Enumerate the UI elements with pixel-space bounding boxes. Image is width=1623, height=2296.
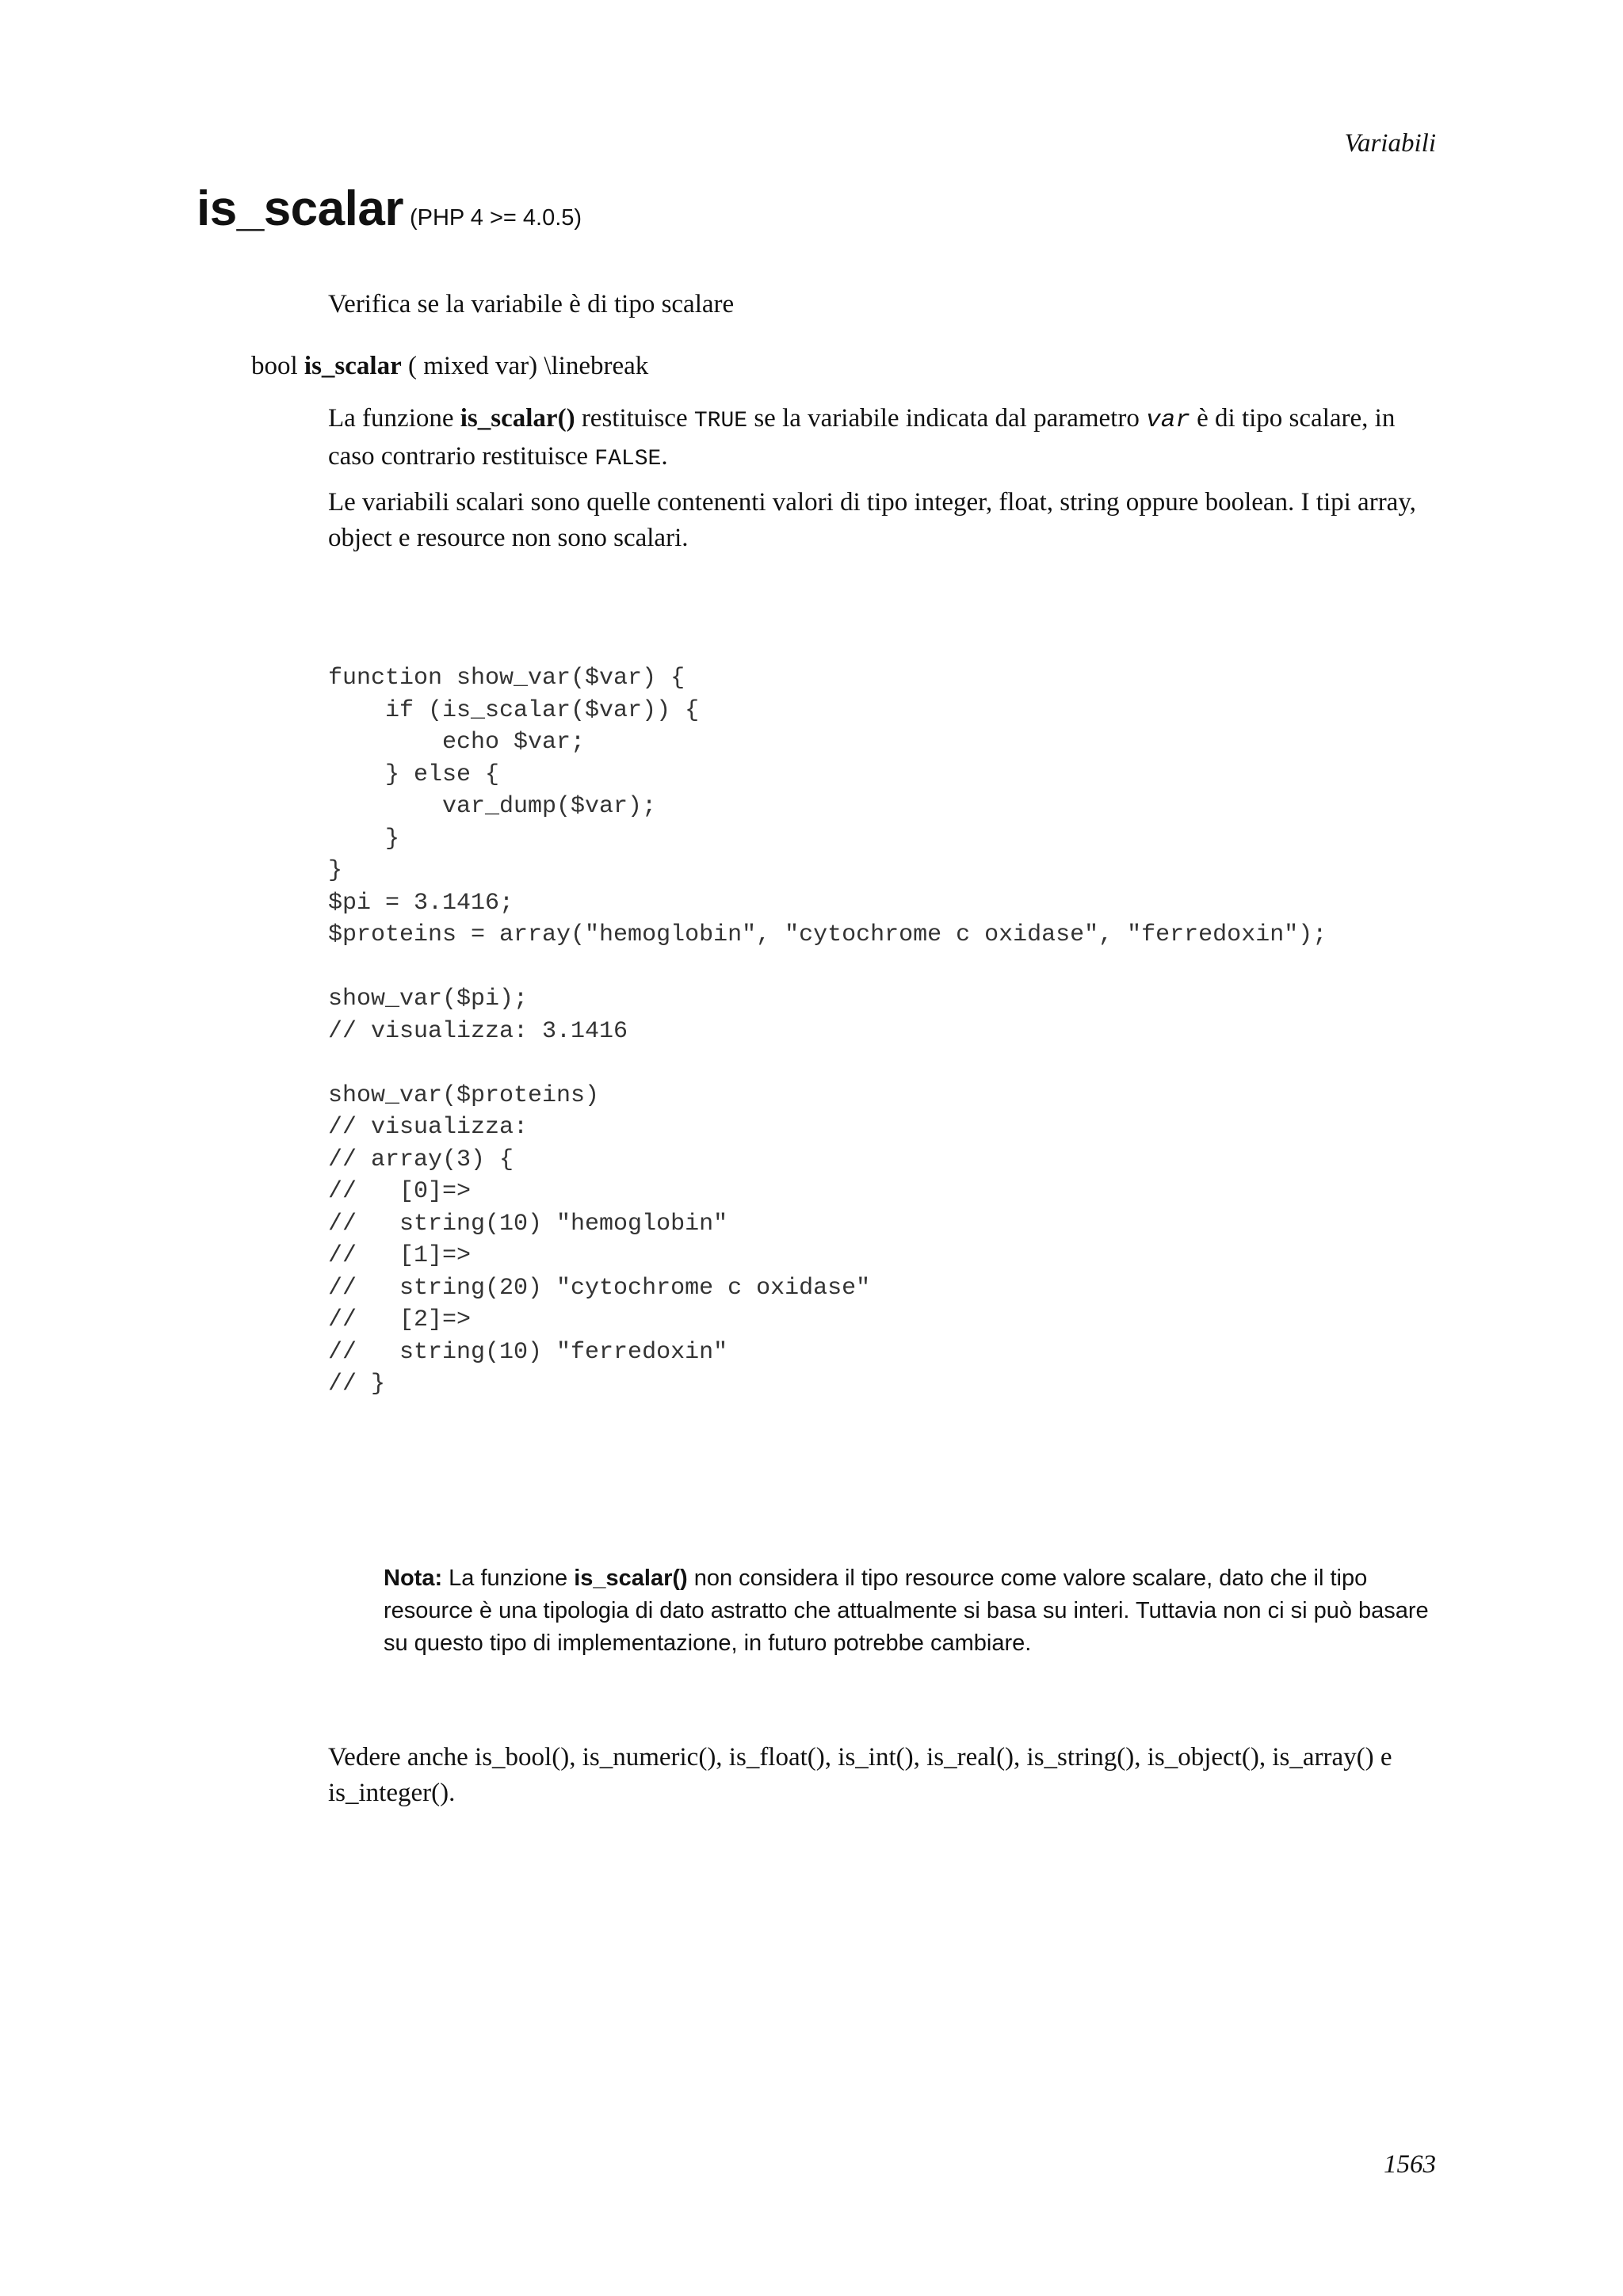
- synopsis-function-name: is_scalar: [304, 352, 402, 380]
- note-text: non considera il tipo resource come valore scalare, dato che il tipo resource è una tipologia di dato astratto che attualmente si basa su interi. Tuttavia non ci si può basare su questo tipo di implementazione, in futuro potrebbe cambiare.: [384, 1566, 1429, 1656]
- parameter-var: var: [1146, 406, 1190, 434]
- text-segment: La funzione: [328, 404, 460, 433]
- version-info: (PHP 4 >= 4.0.5): [409, 205, 582, 231]
- constant-true: TRUE: [693, 409, 748, 433]
- note-box: [384, 1562, 1445, 1660]
- text-segment: restituisce: [575, 404, 694, 433]
- page-title: [197, 181, 582, 237]
- see-also-paragraph: Vedere anche is_bool(), is_numeric(), is_float(), is_int(), is_real(), is_string(), is_object(), is_array() e is_integer().: [328, 1743, 1392, 1807]
- function-purpose: Verifica se la variabile è di tipo scalare: [328, 290, 735, 318]
- page-number: 1563: [1384, 2150, 1436, 2179]
- note-function-reference: is_scalar(): [574, 1566, 688, 1591]
- description-paragraph-2: Le variabili scalari sono quelle contenenti valori di tipo integer, float, string oppure boolean. I tipi array, object e resource non sono scalari.: [328, 488, 1416, 552]
- note-label: Nota:: [384, 1566, 443, 1591]
- running-header: Variabili: [1344, 129, 1436, 158]
- return-type: bool: [251, 352, 298, 380]
- text-segment: è di tipo scalare, in caso contrario restituisce: [328, 404, 1396, 471]
- function-title: is_scalar: [197, 181, 403, 236]
- description-paragraph-1: [328, 401, 1438, 477]
- text-segment: La funzione: [442, 1566, 575, 1591]
- function-reference: is_scalar(): [460, 404, 575, 433]
- synopsis-params: ( mixed var) \linebreak: [408, 352, 649, 380]
- text-segment: .: [661, 442, 668, 471]
- code-example: function show_var($var) { if (is_scalar($var)) { echo $var; } else { var_dump($var); } } $pi = 3.1416; $proteins = array("hemoglobin", "cytochrome c oxidase", "ferredoxin"); show_var($pi); // visualizza: 3.1416 show_var($proteins) // visualizza: // array(3) { // [0]=> // string(10) "hemoglobin" // [1]=> // string(20) "cytochrome c oxidase" // [2]=> // string(10) "ferredoxin" // }: [328, 665, 1327, 1398]
- constant-false: FALSE: [594, 447, 662, 471]
- text-segment: se la variabile indicata dal parametro: [747, 404, 1147, 433]
- function-synopsis: [251, 352, 648, 381]
